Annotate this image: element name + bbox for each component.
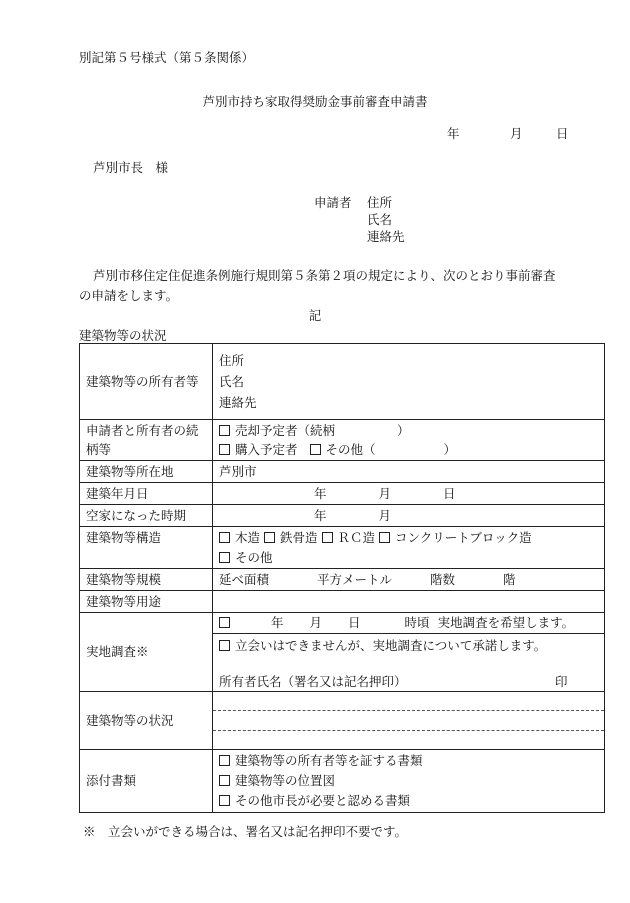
relation-label xyxy=(80,420,213,461)
date-year: 年 xyxy=(447,126,460,141)
scale-cell xyxy=(213,569,605,591)
applicant-name: 氏名 xyxy=(367,212,393,227)
built-month: 月 xyxy=(378,485,392,501)
doc3-text: その他市長が必要と認める書類 xyxy=(235,793,411,808)
survey-consent-checkbox[interactable] xyxy=(219,640,230,651)
condition-cell xyxy=(213,692,605,750)
use-value xyxy=(213,591,605,613)
applicant-address: 住所 xyxy=(367,195,393,210)
section-heading: 建築物等の状況 xyxy=(79,328,167,343)
location-value: 芦別市 xyxy=(213,461,605,483)
built-label: 建築年月日 xyxy=(80,483,213,505)
other-structure-option: その他 xyxy=(235,549,273,565)
attachments-label: 添付書類 xyxy=(80,750,213,813)
body-text-line2: の申請をします。 xyxy=(79,288,179,303)
row-location xyxy=(80,461,605,483)
applicant-contact: 連絡先 xyxy=(367,229,405,244)
row-vacant xyxy=(80,505,605,527)
doc2-checkbox[interactable] xyxy=(219,775,230,786)
buyer-checkbox[interactable] xyxy=(219,444,230,455)
row-survey-request xyxy=(80,613,605,634)
vacant-cell xyxy=(213,505,605,527)
vacant-month: 月 xyxy=(378,507,392,523)
condition-label: 建築物等の状況 xyxy=(80,692,213,750)
floors-label: 階数 xyxy=(430,571,456,587)
scale-label: 建築物等規模 xyxy=(80,569,213,591)
structure-label: 建築物等構造 xyxy=(80,527,213,569)
seller-option-close: ） xyxy=(397,423,410,438)
survey-year: 年 xyxy=(271,615,284,630)
survey-label: 実地調査※ xyxy=(80,613,213,692)
document-title: 芦別市持ち家取得奨励金事前審査申請書 xyxy=(202,94,428,109)
seller-checkbox[interactable] xyxy=(219,425,230,436)
addressee: 芦別市長 様 xyxy=(93,160,169,175)
built-year: 年 xyxy=(314,485,327,501)
other-relation-checkbox[interactable] xyxy=(310,444,321,455)
use-label: 建築物等用途 xyxy=(80,591,213,613)
seal-mark: 印 xyxy=(555,674,568,689)
row-attachments xyxy=(80,750,605,813)
row-scale xyxy=(80,569,605,591)
survey-request-checkbox[interactable] xyxy=(219,617,230,628)
area-unit: 平方メートル xyxy=(317,571,393,587)
footnote: ※ 立会いができる場合は、署名又は記名押印不要です。 xyxy=(83,824,408,839)
building-status-table xyxy=(79,343,605,813)
owner-contact: 連絡先 xyxy=(219,395,257,410)
block-option: コンクリートブロック造 xyxy=(395,529,532,545)
owner-label: 建築物等の所有者等 xyxy=(80,344,213,420)
other-relation-close: ） xyxy=(443,442,457,457)
applicant-label: 申請者 xyxy=(314,195,352,210)
survey-day: 日 xyxy=(348,615,361,630)
vacant-label: 空家になった時期 xyxy=(80,505,213,527)
built-cell xyxy=(213,483,605,505)
wood-checkbox[interactable] xyxy=(219,532,230,543)
body-text-line1: 芦別市移住定住促進条例施行規則第５条第２項の規定により、次のとおり事前審査 xyxy=(93,268,556,283)
owner-cell xyxy=(213,344,605,420)
vacant-year: 年 xyxy=(314,507,327,523)
relation-label-line1: 申請者と所有者の続 xyxy=(86,423,199,438)
survey-consent-cell xyxy=(213,634,605,692)
date-month: 月 xyxy=(510,126,523,141)
row-condition xyxy=(80,692,605,750)
wood-option: 木造 xyxy=(235,529,261,545)
other-structure-checkbox[interactable] xyxy=(219,552,230,563)
relation-label-line2: 柄等 xyxy=(86,442,112,457)
floor-area-label: 延べ面積 xyxy=(219,571,270,587)
block-checkbox[interactable] xyxy=(379,532,390,543)
steel-option: 鉄骨造 xyxy=(280,529,318,545)
ki-mark: 記 xyxy=(308,308,322,323)
row-use xyxy=(80,591,605,613)
built-day: 日 xyxy=(443,485,456,501)
row-relation xyxy=(80,420,605,461)
floor-unit: 階 xyxy=(503,571,516,587)
survey-month: 月 xyxy=(309,615,323,630)
row-built-date xyxy=(80,483,605,505)
form-number: 別記第５号様式（第５条関係） xyxy=(79,50,255,65)
relation-cell xyxy=(213,420,605,461)
owner-address: 住所 xyxy=(219,353,245,368)
survey-request-text: 実地調査を希望します。 xyxy=(437,615,575,630)
doc1-checkbox[interactable] xyxy=(219,755,230,766)
doc1-text: 建築物等の所有者等を証する書類 xyxy=(235,753,423,768)
owner-signature-label: 所有者氏名（署名又は記名押印） xyxy=(219,674,407,689)
survey-consent-text: 立会いはできませんが、実地調査について承諾します。 xyxy=(235,638,547,653)
location-label: 建築物等所在地 xyxy=(80,461,213,483)
owner-name: 氏名 xyxy=(219,374,245,389)
survey-request-cell xyxy=(213,613,605,634)
attachments-cell xyxy=(213,750,605,813)
other-relation-option: その他（ xyxy=(325,442,376,457)
doc2-text: 建築物等の位置図 xyxy=(235,773,336,788)
doc3-checkbox[interactable] xyxy=(219,795,230,806)
seller-option: 売却予定者（続柄 xyxy=(235,423,336,438)
date-day: 日 xyxy=(556,126,569,141)
rc-checkbox[interactable] xyxy=(322,532,333,543)
buyer-option: 購入予定者 xyxy=(235,442,298,457)
row-owner xyxy=(80,344,605,420)
row-structure xyxy=(80,527,605,569)
structure-cell xyxy=(213,527,605,569)
survey-time: 時頃 xyxy=(404,615,430,630)
rc-option: ＲＣ造 xyxy=(337,529,376,545)
steel-checkbox[interactable] xyxy=(264,532,275,543)
